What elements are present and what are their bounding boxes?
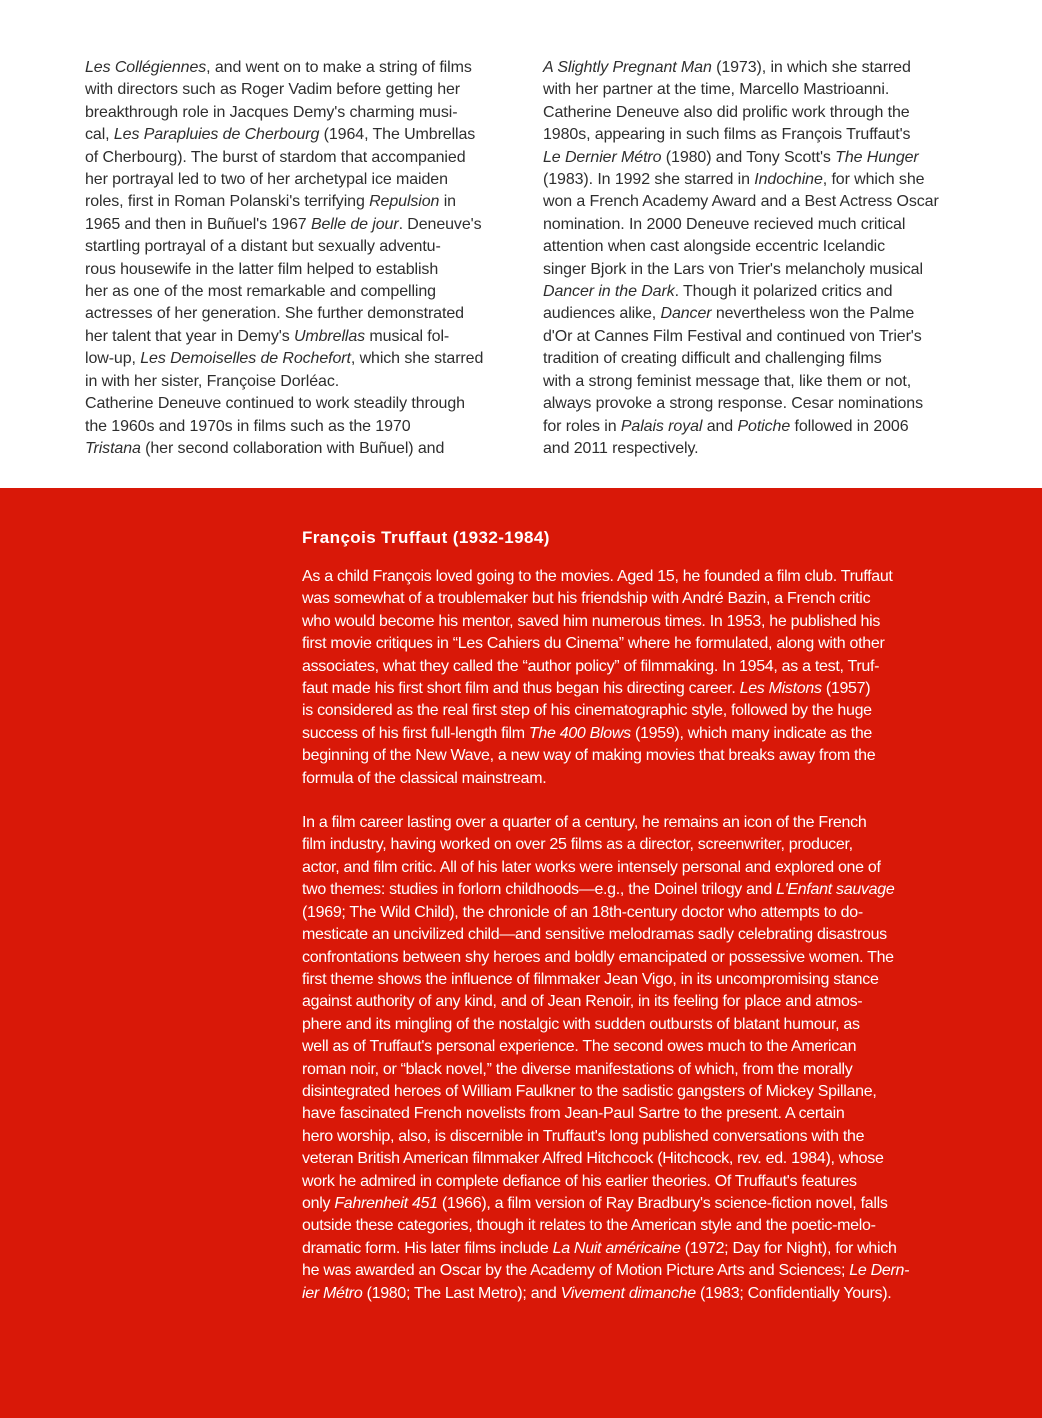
text-line: confrontations between shy heroes and boldly emancipated or possessive women. The [302,948,894,966]
text-line: (1969; The Wild Child), the chronicle of an 18th-century doctor who attempts to do- [302,903,863,921]
text-line: 1965 and then in Buñuel's 1967 Belle de jour. Deneuve's [85,215,482,233]
section-heading: François Truffaut (1932-1984) [302,528,550,547]
text-line: Dancer in the Dark. Though it polarized critics and [543,283,893,301]
text-line: who would become his mentor, saved him numerous times. In 1953, he published his [302,612,881,630]
text-line: work he admired in complete defiance of his earlier theories. Of Truffaut's features [302,1172,857,1190]
text-line: was somewhat of a troublemaker but his friendship with André Bazin, a French critic [302,590,871,608]
text-line: is considered as the real first step of his cinematographic style, followed by the huge [302,702,872,720]
right-text-column [543,57,980,460]
text-line: the 1960s and 1970s in films such as the 1970 [85,417,411,435]
text-line: Le Dernier Métro (1980) and Tony Scott's The Hunger [543,148,919,166]
text-line: singer Bjork in the Lars von Trier's melancholy musical [543,260,923,278]
paragraph-truffaut-bio [302,566,986,790]
text-line: beginning of the New Wave, a new way of making movies that breaks away from the [302,747,876,765]
text-line: for roles in Palais royal and Potiche followed in 2006 [543,417,909,435]
text-line: outside these categories, though it relates to the American style and the poetic-melo- [302,1217,876,1235]
text-line: Catherine Deneuve also did prolific work through the [543,103,910,121]
text-line: only Fahrenheit 451 (1966), a film version of Ray Bradbury's science-fiction novel, falls [302,1194,888,1212]
text-line: d'Or at Cannes Film Festival and continued von Trier's [543,327,922,345]
text-line: success of his first full-length film The 400 Blows (1959), which many indicate as the [302,724,873,742]
text-line: two themes: studies in forlorn childhoods—e.g., the Doinel trilogy and L'Enfant sauvage [302,881,895,899]
left-text-column [85,57,522,460]
text-line: against authority of any kind, and of Jean Renoir, in its feeling for place and atmos- [302,993,863,1011]
text-line: mesticate an uncivilized child—and sensitive melodramas sadly celebrating disastrous [302,926,887,944]
text-line: 1980s, appearing in such films as François Truffaut's [543,126,911,144]
text-line: with directors such as Roger Vadim before getting her [85,81,461,99]
text-line: with her partner at the time, Marcello Mastrioanni. [543,81,890,99]
text-line: of Cherbourg). The burst of stardom that accompanied [85,148,466,166]
text-line: ier Métro (1980; The Last Metro); and Vivement dimanche (1983; Confidentially Yours). [302,1284,892,1302]
text-line: actor, and film critic. All of his later works were intensely personal and explored one of [302,858,881,876]
text-line: tradition of creating difficult and challenging films [543,350,882,368]
text-line: associates, what they called the “author policy” of filmmaking. In 1954, as a test, Truf- [302,657,880,675]
text-line: Tristana (her second collaboration with Buñuel) and [85,439,445,457]
text-line: Les Collégiennes, and went on to make a string of films [85,59,472,76]
text-line: rous housewife in the latter film helped to establish [85,260,439,278]
text-line: attention when cast alongside eccentric Icelandic [543,238,885,256]
text-line: film industry, having worked on over 25 films as a director, screenwriter, producer, [302,836,853,854]
text-line: her as one of the most remarkable and compelling [85,283,436,301]
text-line: well as of Truffaut's personal experience. The second owes much to the American [302,1038,857,1056]
text-line: audiences alike, Dancer nevertheless won the Palme [543,305,915,323]
text-line: A Slightly Pregnant Man (1973), in which she starred [543,59,911,76]
text-line: her talent that year in Demy's Umbrellas musical fol- [85,327,450,345]
text-line: her portrayal led to two of her archetypal ice maiden [85,171,448,189]
text-line: phere and its mingling of the nostalgic with sudden outbursts of blatant humour, as [302,1015,860,1033]
text-line: with a strong feminist message that, like them or not, [543,372,912,390]
text-line: always provoke a strong response. Cesar nominations [543,395,923,413]
text-line: and 2011 respectively. [543,439,699,457]
deneuve-article [0,0,1042,488]
text-line: he was awarded an Oscar by the Academy of Motion Picture Arts and Sciences; Le Dern- [302,1262,910,1280]
text-line: In a film career lasting over a quarter of a century, he remains an icon of the French [302,814,867,832]
two-column-text [85,57,1042,460]
text-line: As a child François loved going to the movies. Aged 15, he founded a film club. Truffaut [302,568,893,585]
text-line: (1983). In 1992 she starred in Indochine, for which she [543,171,925,189]
text-line: in with her sister, Françoise Dorléac. [85,372,340,390]
text-line: low-up, Les Demoiselles de Rochefort, which she starred [85,350,484,368]
text-line: breakthrough role in Jacques Demy's charming musi- [85,103,458,121]
text-line: formula of the classical mainstream. [302,769,547,787]
text-line: roman noir, or “black novel,” the diverse manifestations of which, from the morally [302,1060,853,1078]
text-line: dramatic form. His later films include La Nuit américaine (1972; Day for Night), for which [302,1239,897,1257]
text-line: disintegrated heroes of William Faulkner to the sadistic gangsters of Mickey Spillane, [302,1082,877,1100]
text-line: roles, first in Roman Polanski's terrifying Repulsion in [85,193,456,211]
text-line: actresses of her generation. She further demonstrated [85,305,464,323]
text-line: first movie critiques in “Les Cahiers du Cinema” where he formulated, along with other [302,635,885,653]
text-line: won a French Academy Award and a Best Actress Oscar [543,193,939,211]
text-line: nomination. In 2000 Deneuve recieved much critical [543,215,906,233]
text-line: Catherine Deneuve continued to work steadily through [85,395,465,413]
paragraph-truffaut-career [302,812,986,1305]
text-line: faut made his first short film and thus began his directing career. Les Mistons (1957) [302,680,871,698]
text-line: veteran British American filmmaker Alfred Hitchcock (Hitchcock, rev. ed. 1984), whose [302,1150,884,1168]
text-line: hero worship, also, is discernible in Truffaut's long published conversations with the [302,1127,865,1145]
truffaut-section [0,488,1042,1418]
text-line: cal, Les Parapluies de Cherbourg (1964, The Umbrellas [85,126,476,144]
text-line: have fascinated French novelists from Jean-Paul Sartre to the present. A certain [302,1105,845,1123]
text-line: startling portrayal of a distant but sexually adventu- [85,238,441,256]
text-line: first theme shows the influence of filmmaker Jean Vigo, in its uncompromising stance [302,970,879,988]
